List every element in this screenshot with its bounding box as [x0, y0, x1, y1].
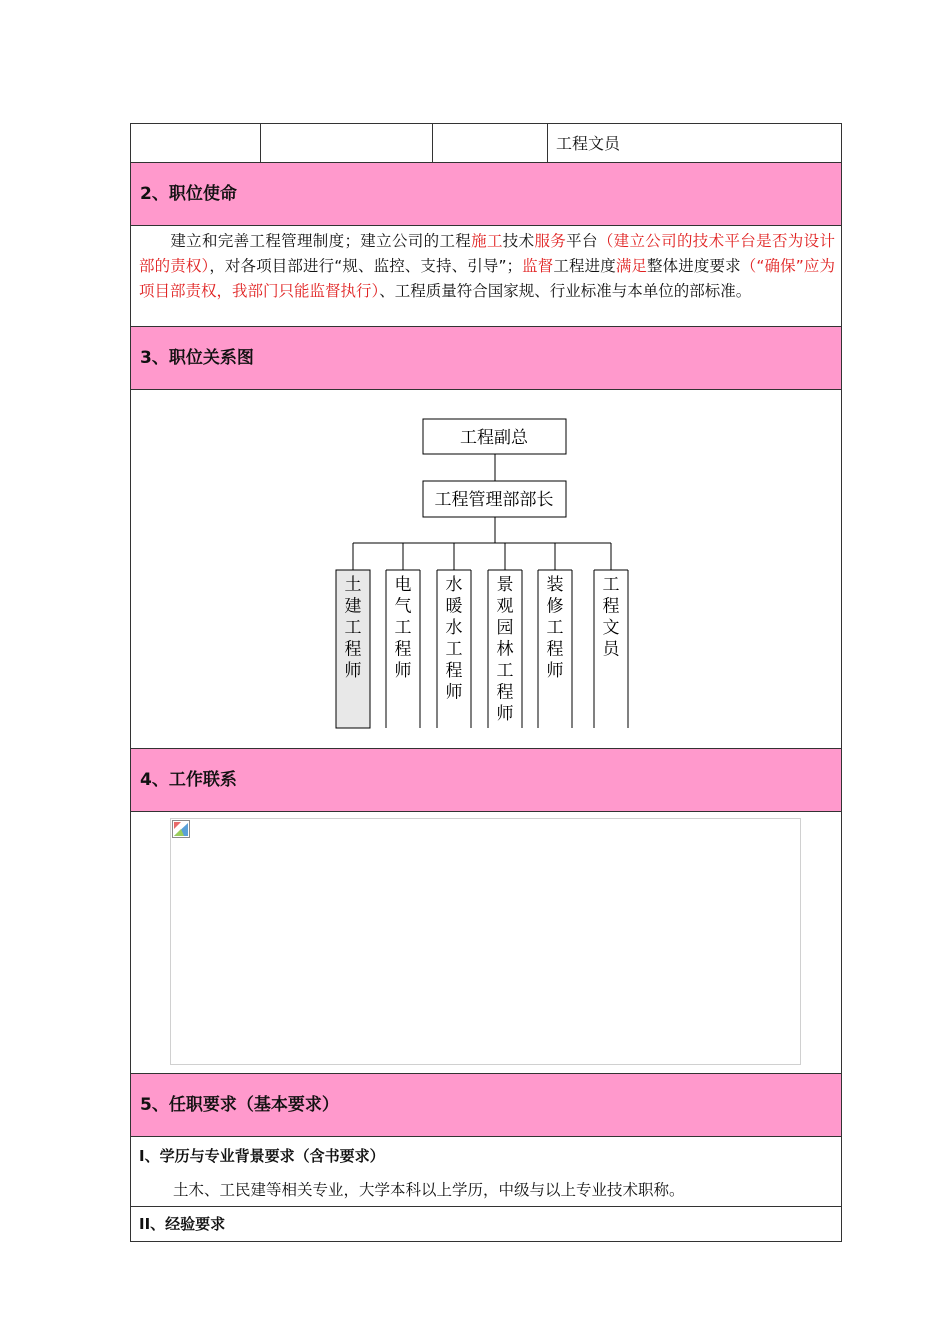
child-box: [538, 570, 572, 728]
empty-cell-2: [261, 124, 433, 162]
child-box-label: 装修工程师: [546, 575, 564, 681]
org-chart: [131, 390, 840, 749]
org-chart-area: [131, 390, 841, 749]
mission-annotation: 监督: [522, 257, 554, 275]
child-box: [336, 570, 370, 728]
contact-heading: 4、工作联系: [131, 749, 841, 812]
mission-annotation: 施工: [471, 232, 503, 250]
mission-annotation: （建立公司的技术平台是否为设计部的责权）: [139, 232, 835, 275]
empty-cell-1: [131, 124, 261, 162]
empty-cell-3: [433, 124, 548, 162]
broken-image-icon: [172, 820, 190, 838]
job-description-table: [130, 123, 842, 1242]
relation-heading: 3、职位关系图: [131, 327, 841, 390]
mission-segment: ，对各项目部进行“规、监控、支持、引导”；: [209, 257, 523, 275]
child-box-label: 水暖水工程师: [445, 575, 463, 703]
mission-annotation: （“确保”应为项目部责权，我部门只能监督执行）: [139, 257, 835, 300]
child-box-label: 工程文员: [602, 575, 620, 660]
education-section: [131, 1137, 841, 1207]
child-box-label: 景观园林工程师: [496, 575, 514, 724]
table-top-row: [131, 124, 841, 163]
mission-segment: 建立和完善工程管理制度；建立公司的工程: [170, 232, 472, 250]
middle-box-label: 工程管理部部长: [434, 490, 554, 510]
mission-segment: 平台: [566, 232, 598, 250]
requirement-heading: 5、任职要求（基本要求）: [131, 1074, 841, 1137]
mission-annotation: 服务: [534, 232, 567, 250]
mission-heading: 2、职位使命: [131, 163, 841, 226]
contact-area: [131, 812, 841, 1074]
mission-text: [131, 226, 841, 327]
mission-annotation: 满足: [615, 257, 648, 275]
child-box-label: 电气工程师: [394, 575, 412, 681]
education-title: I、学历与专业背景要求（含书要求）: [139, 1147, 385, 1165]
position-name-cell: 工程文员: [556, 134, 621, 153]
education-text: 土木、工民建等相关专业，大学本科以上学历，中级与以上专业技术职称。: [173, 1181, 685, 1199]
child-box: [437, 570, 471, 728]
child-box: [386, 570, 420, 728]
child-box: [594, 570, 628, 728]
mission-segment: 、工程质量符合国家规、行业标准与本单位的部标准。: [379, 282, 752, 300]
mission-segment: 技术: [502, 232, 535, 250]
mission-segment: 工程进度: [553, 257, 616, 275]
child-box-label: 土建工程师: [344, 575, 362, 681]
mission-segment: 整体进度要求: [647, 257, 741, 275]
top-box-label: 工程副总: [460, 428, 528, 448]
experience-title: II、经验要求: [139, 1215, 226, 1233]
contact-image-frame: [170, 818, 801, 1065]
child-box: [488, 570, 522, 728]
